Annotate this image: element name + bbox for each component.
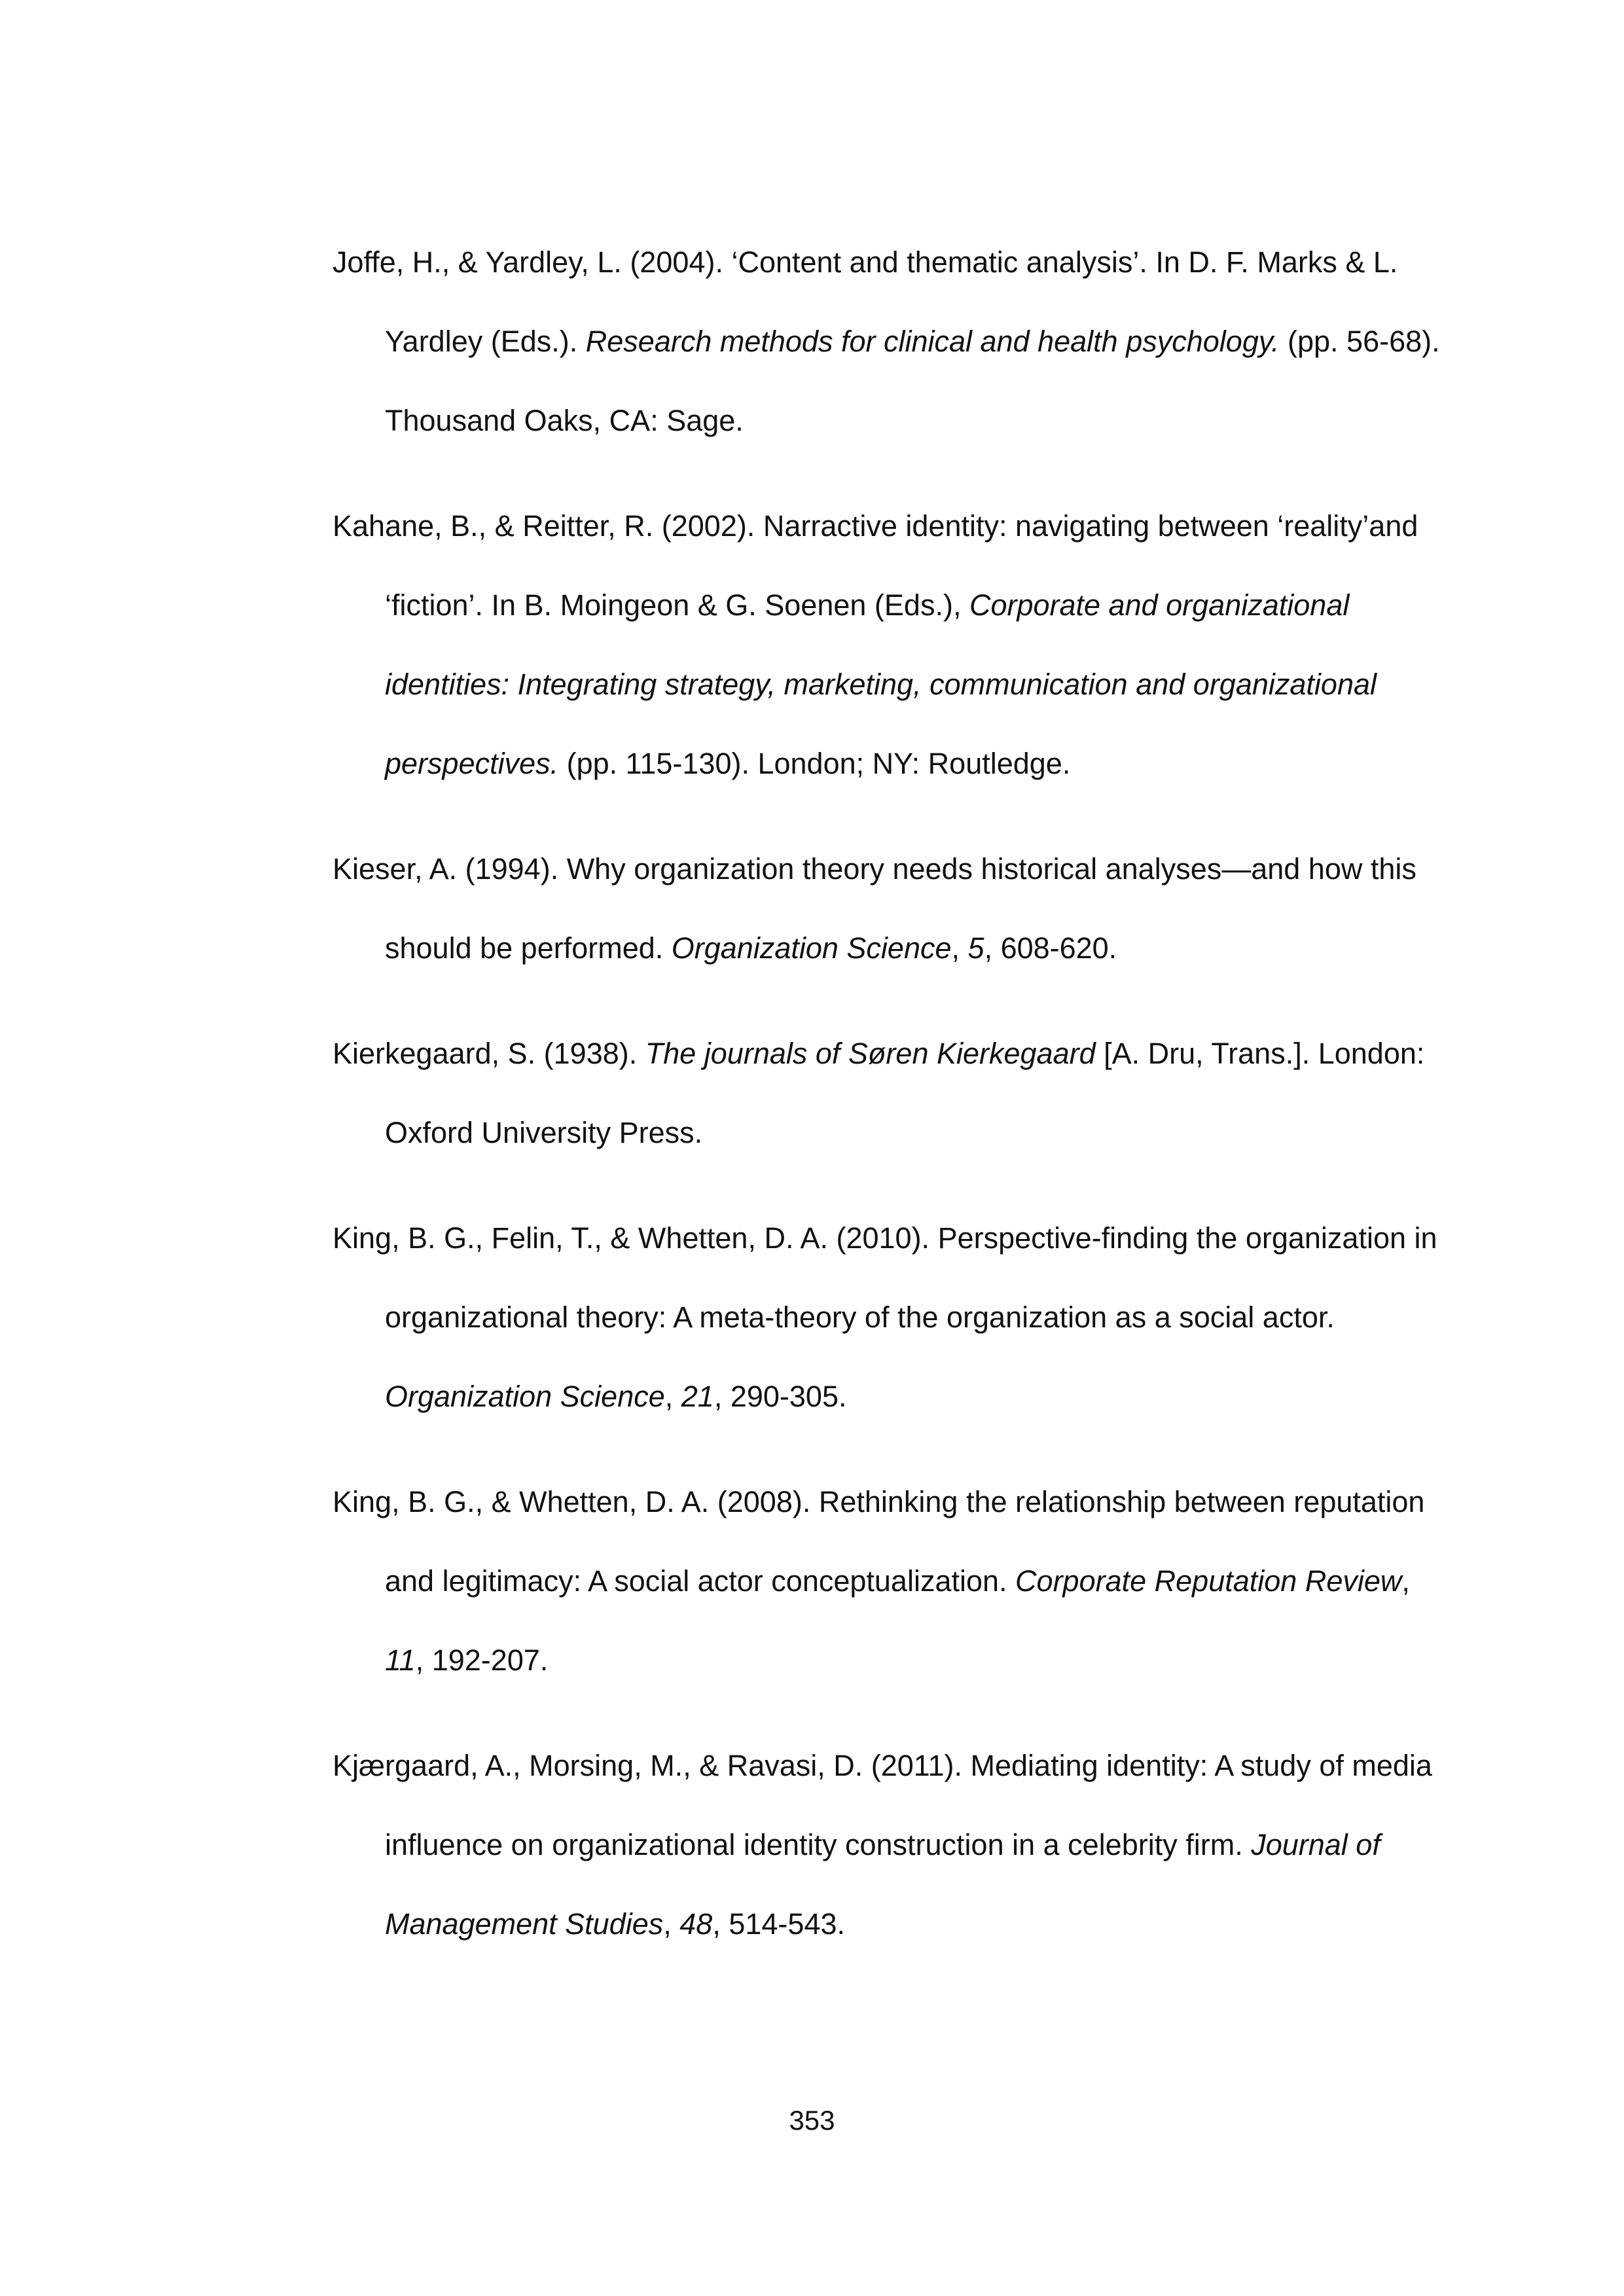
reference-text: King, B. G., Felin, T., & Whetten, D. A. (2010). Perspective-finding the organization in organizational theory: A meta-theory of the organization as a social actor. — [333, 1221, 1437, 1334]
reference-king-felin-whetten-2010 — [333, 1198, 1445, 1436]
reference-text: , 290-305. — [713, 1380, 847, 1413]
reference-text: (pp. 56-68). Thousand Oaks, CA: Sage. — [385, 325, 1440, 437]
reference-text: , 514-543. — [712, 1907, 845, 1941]
reference-text: Joffe, H., & Yardley, L. (2004). ‘Content and thematic analysis’. In D. F. Marks & L. Yardley (Eds.). — [333, 245, 1398, 358]
journal-name: Journal of Management Studies — [385, 1828, 1380, 1941]
reference-kierkegaard-1938 — [333, 1014, 1445, 1172]
separator: , — [1401, 1564, 1410, 1598]
separator: , — [663, 1907, 680, 1941]
volume-number: 5 — [967, 931, 984, 965]
reference-text: , 608-620. — [984, 931, 1117, 965]
reference-king-whetten-2008 — [333, 1462, 1445, 1700]
reference-kieser-1994 — [333, 829, 1445, 988]
book-title: The journals of Søren Kierkegaard — [645, 1037, 1096, 1070]
journal-name: Corporate Reputation Review — [1015, 1564, 1402, 1598]
volume-number: 21 — [681, 1380, 714, 1413]
reference-text: , 192-207. — [415, 1643, 549, 1677]
book-title: Corporate and organizational identities: Integrating strategy, marketing, communication and organizational perspectives. — [385, 588, 1377, 780]
volume-number: 48 — [679, 1907, 713, 1941]
page-number: 353 — [789, 2105, 835, 2136]
reference-kjaergaard-2011 — [333, 1726, 1445, 1964]
journal-name: Organization Science — [385, 1380, 665, 1413]
volume-number: 11 — [385, 1643, 416, 1677]
reference-text: [A. Dru, Trans.]. London: Oxford University Press. — [385, 1037, 1425, 1149]
book-title: Research methods for clinical and health psychology. — [585, 325, 1280, 358]
reference-text: King, B. G., & Whetten, D. A. (2008). Rethinking the relationship between reputation and legitimacy: A social actor conceptualization. — [333, 1485, 1425, 1598]
reference-joffe-2004 — [333, 223, 1445, 460]
reference-text: Kieser, A. (1994). Why organization theory needs historical analyses—and how this should be performed. — [333, 852, 1416, 965]
separator: , — [664, 1380, 681, 1413]
separator: , — [951, 931, 968, 965]
reference-text: Kahane, B., & Reitter, R. (2002). Narractive identity: navigating between ‘reality’and ‘fiction’. In B. Moingeon & G. Soenen (Eds.), — [333, 509, 1418, 622]
reference-text: Kierkegaard, S. (1938). — [333, 1037, 645, 1070]
reference-list — [333, 223, 1445, 1990]
reference-kahane-2002 — [333, 486, 1445, 803]
reference-text: (pp. 115-130). London; NY: Routledge. — [558, 747, 1071, 780]
reference-text: Kjærgaard, A., Morsing, M., & Ravasi, D. (2011). Mediating identity: A study of media influence on organizational identity construction in a celebrity firm. — [333, 1749, 1432, 1861]
journal-name: Organization Science — [671, 931, 952, 965]
